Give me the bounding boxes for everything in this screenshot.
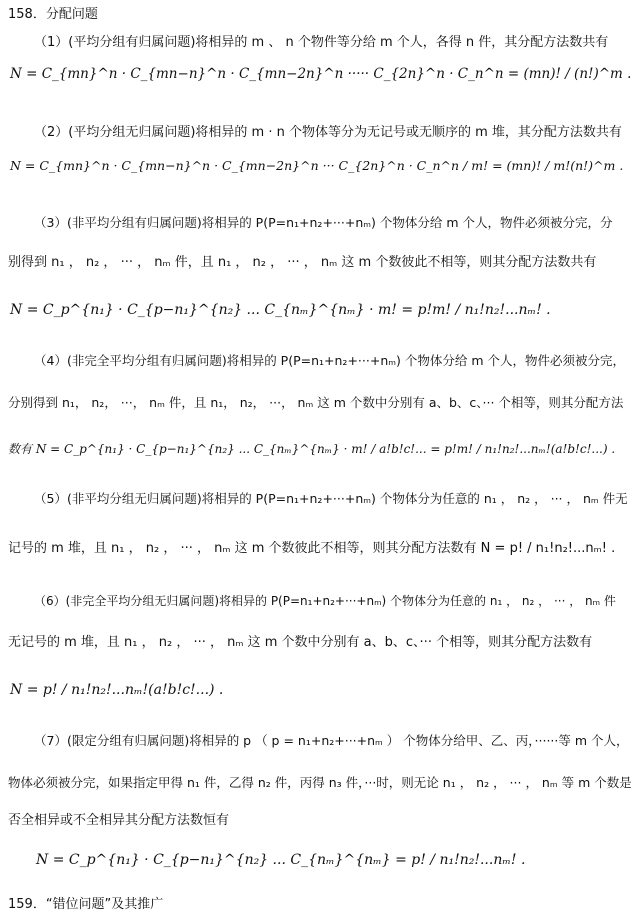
item-4-text-2: 分别得到 n₁， n₂， ···， nₘ 件，且 n₁， n₂， ···， nₘ 这 m 个数中分别有 a、b、c、··· 个相等，则其分配方法	[8, 395, 624, 410]
item-7-text-1: （7）(限定分组有归属问题)将相异的 p （ p = n₁+n₂+···+nₘ ） 个物体分给甲、乙、丙，······等 m 个人，	[34, 733, 629, 748]
item-2-formula: N = C_{mn}^n · C_{mn−n}^n · C_{mn−2n}^n ··· C_{2n}^n · C_n^n / m! = (mn)! / m!(n!)^m .	[10, 158, 624, 173]
item-3-text-1: （3）(非平均分组有归属问题)将相异的 P(P=n₁+n₂+···+nₘ) 个物体分给 m 个人，物件必须被分完，分	[34, 215, 613, 230]
item-6-text-2: 无记号的 m 堆，且 n₁ ， n₂ ， ··· ， nₘ 这 m 个数中分别有 a、b、c、··· 个相等，则其分配方法数有	[8, 635, 593, 650]
item-7-text-3: 否全相异或不全相异其分配方法数恒有	[8, 813, 230, 828]
item-6-text-1: （6）(非完全平均分组无归属问题)将相异的 P(P=n₁+n₂+···+nₘ) 个物体分为任意的 n₁ ， n₂ ， ··· ， nₘ 件	[34, 594, 616, 608]
item-4-formula: 数有 N = C_p^{n₁} · C_{p−n₁}^{n₂} ... C_{nₘ}^{nₘ} · m! / a!b!c!... = p!m! / n₁!n₂!...nₘ!(a!b!c!...) .	[8, 442, 616, 456]
item-1-formula: N = C_{mn}^n · C_{mn−n}^n · C_{mn−2n}^n ····· C_{2n}^n · C_n^n = (mn)! / (n!)^m .	[10, 66, 632, 82]
item-1-text: （1）(平均分组有归属问题)将相异的 m 、 n 个物件等分给 m 个人，各得 n 件，其分配方法数共有	[34, 35, 609, 50]
item-4-text-1: （4）(非完全平均分组有归属问题)将相异的 P(P=n₁+n₂+···+nₘ) 个物体分给 m 个人，物件必须被分完，	[34, 353, 625, 368]
item-3-text-2: 别得到 n₁ ， n₂ ， ··· ， nₘ 件，且 n₁ ， n₂ ， ··· ， nₘ 这 m 个数彼此不相等，则其分配方法数共有	[8, 255, 597, 270]
item-7-formula: N = C_p^{n₁} · C_{p−n₁}^{n₂} ... C_{nₘ}^{nₘ} = p! / n₁!n₂!...nₘ! .	[36, 852, 526, 868]
item-2-text: （2）(平均分组无归属问题)将相异的 m · n 个物体等分为无记号或无顺序的 m 堆，其分配方法数共有	[34, 125, 622, 140]
item-7-text-2: 物体必须被分完，如果指定甲得 n₁ 件，乙得 n₂ 件，丙得 n₃ 件，···时，则无论 n₁ ， n₂ ， ··· ， nₘ 等 m 个数是	[8, 775, 632, 790]
section-158-title: 158．分配问题	[8, 7, 98, 22]
section-159-title: 159．“错位问题”及其推广	[8, 897, 164, 912]
item-3-formula: N = C_p^{n₁} · C_{p−n₁}^{n₂} ... C_{nₘ}^{nₘ} · m! = p!m! / n₁!n₂!...nₘ! .	[10, 302, 551, 318]
item-5-text-1: （5）(非平均分组无归属问题)将相异的 P(P=n₁+n₂+···+nₘ) 个物体分为任意的 n₁ ， n₂ ， ··· ， nₘ 件无	[34, 491, 628, 506]
item-5-text-2: 记号的 m 堆，且 n₁ ， n₂ ， ··· ， nₘ 这 m 个数彼此不相等，则其分配方法数有 N = p! / n₁!n₂!...nₘ! .	[8, 541, 616, 556]
item-6-formula: N = p! / n₁!n₂!...nₘ!(a!b!c!...) .	[10, 682, 224, 698]
